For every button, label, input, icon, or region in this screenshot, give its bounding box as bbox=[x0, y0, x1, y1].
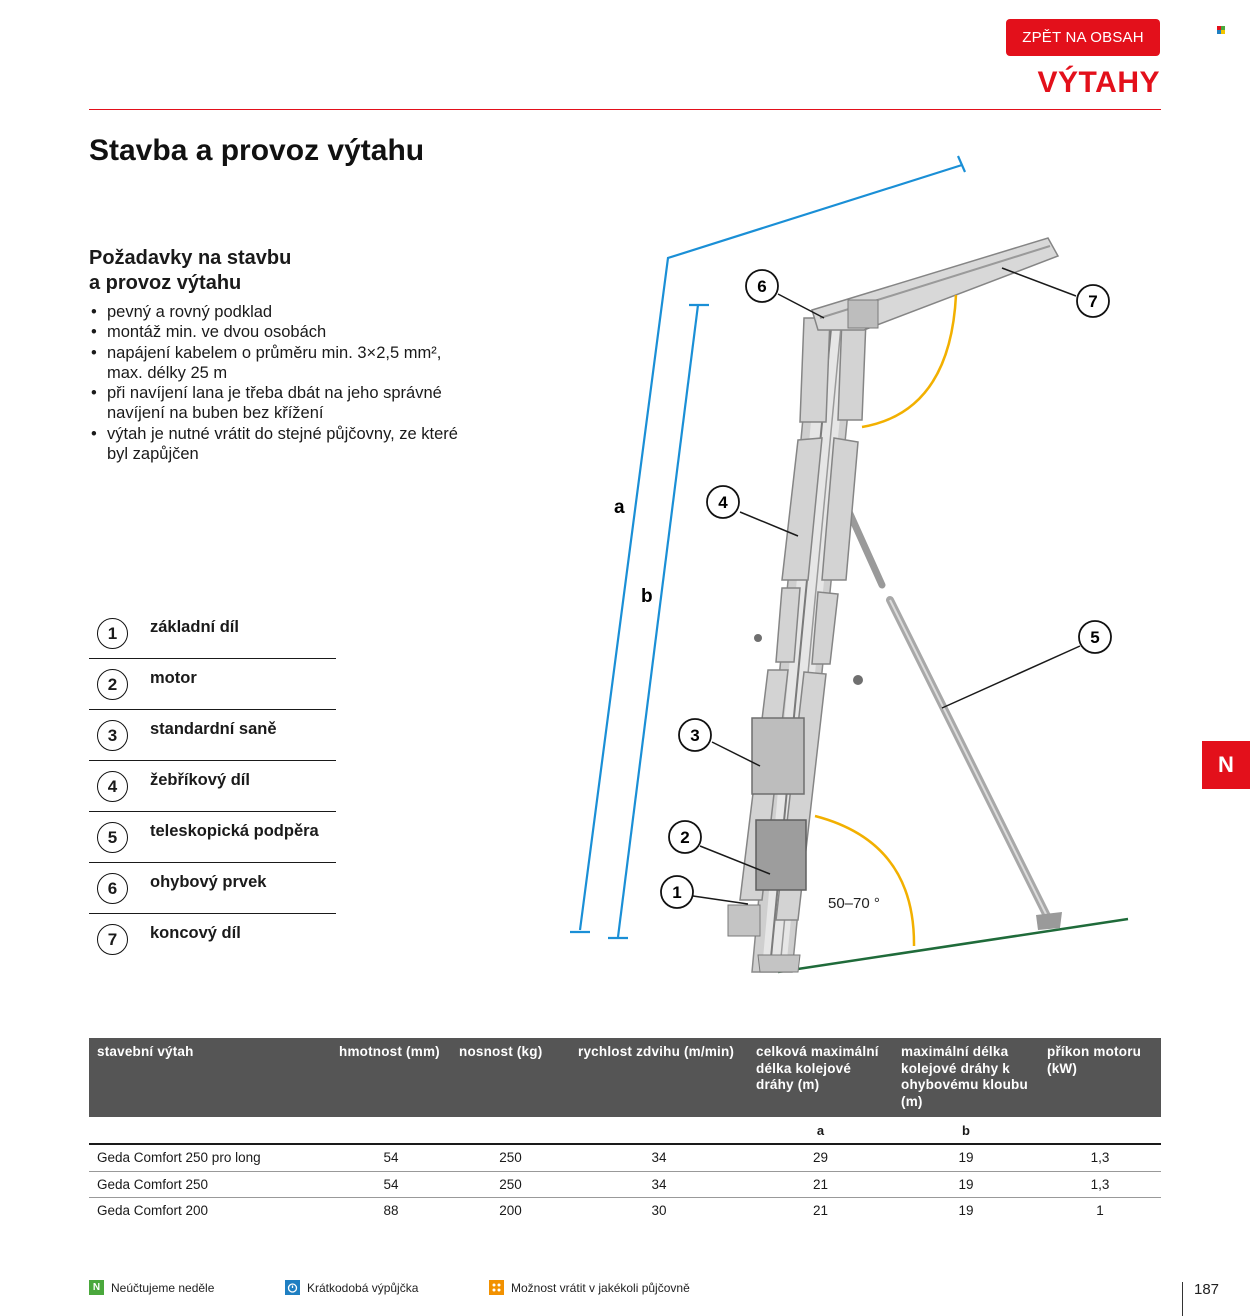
part-row bbox=[89, 761, 336, 812]
table-cell: 34 bbox=[570, 1144, 748, 1171]
table-cell: 19 bbox=[893, 1171, 1039, 1198]
table-cell: 1 bbox=[1096, 1203, 1104, 1219]
column-header: rychlost zdvihu (m/min) bbox=[570, 1038, 748, 1117]
table-cell: 19 bbox=[958, 1203, 974, 1219]
callout-number: 2 bbox=[680, 828, 690, 847]
header-divider bbox=[89, 109, 1161, 110]
page-number: 187 bbox=[1194, 1281, 1220, 1298]
callout-number: 3 bbox=[690, 726, 700, 745]
table-cell: 30 bbox=[651, 1203, 667, 1219]
callout-4 bbox=[707, 486, 739, 518]
parts-list bbox=[89, 608, 336, 964]
callout-2 bbox=[669, 821, 701, 853]
part-number-badge: 2 bbox=[97, 669, 128, 700]
lift-diagram bbox=[560, 150, 1200, 990]
page-title: Stavba a provoz výtahu bbox=[89, 134, 425, 167]
top-section bbox=[812, 238, 1058, 330]
table-cell bbox=[89, 1117, 331, 1144]
angle-arc-bottom bbox=[815, 816, 914, 946]
part-row bbox=[89, 863, 336, 914]
part-label: ohybový prvek bbox=[150, 873, 267, 891]
part-row bbox=[89, 608, 336, 659]
legend-label: Neúčtujeme neděle bbox=[111, 1280, 215, 1295]
table-cell: 200 bbox=[499, 1203, 522, 1219]
table-cell: 250 bbox=[451, 1171, 570, 1198]
requirements-list bbox=[89, 302, 469, 464]
section-tab-n[interactable]: N bbox=[1202, 741, 1250, 789]
list-item: • výtah je nutné vrátit do stejné půjčovny, ze které byl zapůjčen bbox=[89, 424, 469, 465]
callout-7 bbox=[1077, 285, 1109, 317]
table-cell: b bbox=[893, 1117, 1039, 1144]
ground-line bbox=[778, 919, 1128, 972]
requirements-heading-line1: Požadavky na stavbu bbox=[89, 247, 292, 269]
requirements-heading bbox=[89, 246, 389, 296]
table-cell bbox=[1039, 1117, 1161, 1144]
part-number-badge: 4 bbox=[97, 771, 128, 802]
callout-number: 6 bbox=[757, 277, 767, 296]
callout-1 bbox=[661, 876, 693, 908]
section-title: VÝTAHY bbox=[1037, 66, 1160, 99]
n-badge-icon: N bbox=[89, 1280, 104, 1295]
column-header: nosnost (kg) bbox=[451, 1038, 570, 1117]
table-cell: 250 bbox=[451, 1144, 570, 1171]
table-cell: 54 bbox=[331, 1171, 451, 1198]
part-label: koncový díl bbox=[150, 924, 241, 942]
back-to-contents-button[interactable]: ZPĚT NA OBSAH bbox=[1006, 19, 1160, 56]
callout-5 bbox=[1079, 621, 1111, 653]
table-cell: 88 bbox=[383, 1203, 399, 1219]
table-row bbox=[89, 1198, 1161, 1224]
telescopic-support bbox=[846, 505, 1062, 930]
table-cell: 19 bbox=[893, 1144, 1039, 1171]
column-header: příkon motoru (kW) bbox=[1039, 1038, 1161, 1117]
callout-number: 7 bbox=[1088, 292, 1098, 311]
table-cell: 29 bbox=[748, 1144, 893, 1171]
table-cell: Geda Comfort 200 bbox=[97, 1203, 209, 1219]
page-number-divider bbox=[1182, 1282, 1183, 1316]
part-label: žebříkový díl bbox=[150, 771, 250, 789]
part-number-badge: 6 bbox=[97, 873, 128, 904]
table-cell bbox=[331, 1117, 451, 1144]
table-subheader-row bbox=[89, 1117, 1161, 1144]
part-number-badge: 3 bbox=[97, 720, 128, 751]
part-number-badge: 5 bbox=[97, 822, 128, 853]
requirements-heading-line2: a provoz výtahu bbox=[89, 272, 242, 294]
table-cell: 54 bbox=[331, 1144, 451, 1171]
specs-table bbox=[89, 1038, 1161, 1224]
part-number-badge: 7 bbox=[97, 924, 128, 955]
dimension-b-label: b bbox=[641, 586, 653, 607]
part-row bbox=[89, 659, 336, 710]
table-cell: 34 bbox=[570, 1171, 748, 1198]
table-cell: 21 bbox=[812, 1203, 829, 1219]
part-row bbox=[89, 710, 336, 761]
column-header: hmotnost (mm) bbox=[331, 1038, 451, 1117]
list-item: • při navíjení lana je třeba dbát na jeho správné navíjení na buben bez křížení bbox=[89, 383, 469, 424]
table-cell: Geda Comfort 250 bbox=[89, 1171, 331, 1198]
callout-number: 4 bbox=[718, 493, 728, 512]
table-cell: 1,3 bbox=[1039, 1144, 1161, 1171]
column-header: stavební výtah bbox=[89, 1038, 331, 1117]
callout-number: 5 bbox=[1090, 628, 1100, 647]
table-cell: Geda Comfort 250 pro long bbox=[89, 1144, 331, 1171]
return-anywhere-icon bbox=[489, 1280, 504, 1295]
angle-label: 50–70 ° bbox=[828, 895, 880, 912]
short-rental-icon bbox=[285, 1280, 300, 1295]
legend-item-return-anywhere bbox=[489, 1280, 690, 1295]
part-label: standardní saně bbox=[150, 720, 277, 738]
part-label: motor bbox=[150, 669, 197, 687]
table-header-row bbox=[89, 1038, 1161, 1117]
color-mark-icon bbox=[1217, 26, 1225, 34]
legend-label: Možnost vrátit v jakékoli půjčovně bbox=[511, 1280, 690, 1295]
list-item: • montáž min. ve dvou osobách bbox=[89, 322, 469, 342]
table-row bbox=[89, 1144, 1161, 1171]
legend-item-no-sundays bbox=[89, 1280, 214, 1295]
legend-label: Krátkodobá výpůjčka bbox=[307, 1280, 419, 1295]
table-cell: 21 bbox=[748, 1171, 893, 1198]
table-cell: a bbox=[748, 1117, 893, 1144]
column-header: celková maximální délka kolejové dráhy (m) bbox=[748, 1038, 893, 1117]
legend-item-short-rental bbox=[285, 1280, 418, 1295]
list-item: • pevný a rovný podklad bbox=[89, 302, 469, 322]
part-row bbox=[89, 812, 336, 863]
list-item: • napájení kabelem o průměru min. 3×2,5 mm², max. délky 25 m bbox=[89, 343, 469, 384]
callout-3 bbox=[679, 719, 711, 751]
table-row bbox=[89, 1171, 1161, 1198]
table-cell bbox=[570, 1117, 748, 1144]
dimension-a-label: a bbox=[614, 497, 625, 518]
callout-6 bbox=[746, 270, 778, 302]
table-cell: 1,3 bbox=[1039, 1171, 1161, 1198]
part-label: základní díl bbox=[150, 618, 239, 636]
part-row bbox=[89, 914, 336, 964]
column-header: maximální délka kolejové dráhy k ohybovému kloubu (m) bbox=[893, 1038, 1039, 1117]
table-cell bbox=[451, 1117, 570, 1144]
callout-number: 1 bbox=[672, 883, 682, 902]
part-number-badge: 1 bbox=[97, 618, 128, 649]
part-label: teleskopická podpěra bbox=[150, 822, 319, 840]
